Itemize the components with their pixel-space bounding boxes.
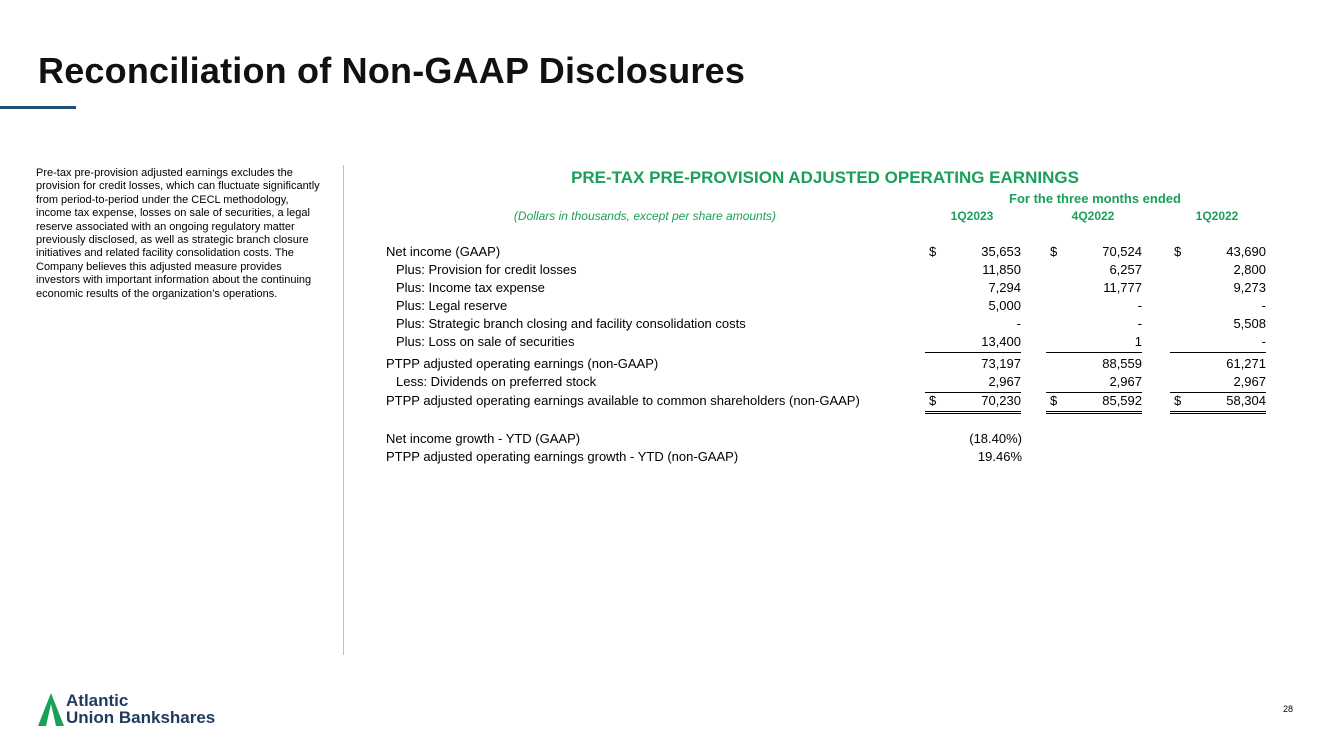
- value-4q2022: 6,257: [1109, 262, 1142, 277]
- table-title: PRE-TAX PRE-PROVISION ADJUSTED OPERATING EARNINGS: [571, 168, 1079, 187]
- page-number: 28: [1282, 704, 1293, 714]
- table-row-ptpp-common: [0, 393, 1333, 411]
- logo-line-2: Union Bankshares: [66, 708, 216, 727]
- value-1q2023: 73,197: [981, 356, 1021, 371]
- value-1q2023: 2,967: [988, 374, 1021, 389]
- currency-symbol: $: [1050, 244, 1058, 259]
- row-label: Plus: Legal reserve: [396, 298, 508, 313]
- row-label: Plus: Provision for credit losses: [396, 262, 577, 277]
- column-header-4q2022: 4Q2022: [1071, 209, 1115, 223]
- value-1q2023: (18.40%): [969, 431, 1022, 446]
- value-1q2023: 7,294: [988, 280, 1021, 295]
- units-note: (Dollars in thousands, except per share amounts): [513, 209, 777, 223]
- table-row-preferred-dividends: [0, 374, 1333, 392]
- row-label: Net income (GAAP): [386, 244, 501, 259]
- column-header-1q2023: 1Q2023: [950, 209, 994, 223]
- value-1q2022: 58,304: [1226, 393, 1266, 408]
- value-1q2023: 5,000: [988, 298, 1021, 313]
- table-row-ptpp-earnings: [0, 356, 1333, 374]
- logo-line-1: Atlantic: [66, 691, 129, 710]
- currency-symbol: $: [1174, 244, 1182, 259]
- company-logo: [38, 692, 268, 732]
- row-label: Plus: Income tax expense: [396, 280, 545, 295]
- row-label: Less: Dividends on preferred stock: [396, 374, 597, 389]
- row-label: Plus: Strategic branch closing and facility consolidation costs: [396, 316, 746, 331]
- value-4q2022: 2,967: [1109, 374, 1142, 389]
- value-4q2022: -: [1137, 298, 1142, 313]
- table-row-net-income-growth: [0, 431, 1333, 449]
- triangle-leaf-logo-icon: [38, 692, 66, 728]
- value-4q2022: 1: [1134, 334, 1142, 349]
- column-header-1q2022: 1Q2022: [1195, 209, 1239, 223]
- table-row-ptpp-growth: [0, 449, 1333, 467]
- row-label: PTPP adjusted operating earnings available to common shareholders (non-GAAP): [386, 393, 860, 408]
- value-1q2022: 9,273: [1233, 280, 1266, 295]
- currency-symbol: $: [929, 393, 937, 408]
- currency-symbol: $: [1050, 393, 1058, 408]
- value-1q2023: -: [1016, 316, 1021, 331]
- period-header: For the three months ended: [1009, 191, 1181, 206]
- value-1q2022: 2,967: [1233, 374, 1266, 389]
- value-1q2022: 61,271: [1226, 356, 1266, 371]
- value-1q2022: -: [1261, 298, 1266, 313]
- title-underline: [0, 106, 76, 109]
- value-1q2022: -: [1261, 334, 1266, 349]
- value-4q2022: 88,559: [1102, 356, 1142, 371]
- value-4q2022: -: [1137, 316, 1142, 331]
- value-1q2023: 11,850: [982, 262, 1021, 277]
- value-1q2022: 2,800: [1233, 262, 1266, 277]
- value-1q2023: 13,400: [981, 334, 1021, 349]
- value-4q2022: 85,592: [1102, 393, 1142, 408]
- value-1q2022: 5,508: [1233, 316, 1266, 331]
- value-1q2023: 35,653: [981, 244, 1021, 259]
- value-4q2022: 70,524: [1102, 244, 1142, 259]
- currency-symbol: $: [1174, 393, 1182, 408]
- value-4q2022: 11,777: [1103, 280, 1142, 295]
- sidebar-description: Pre-tax pre-provision adjusted earnings excludes the provision for credit losses, which can fluctuate significantly from period-to-period under the CECL methodology, income tax expense, losses on sale of securities, a legal reserve associated with an ongoing regulatory matter previously disclosed, as well as strategic branch closure initiatives and related facility consolidation costs. The Company believes this adjusted measure provides investors with important information about the continuing economic results of the organization’s operations.: [36, 167, 320, 300]
- table-row-net-income: [0, 244, 1333, 262]
- table-row-provision: [0, 262, 1333, 280]
- table-row-branch-closing: [0, 316, 1333, 334]
- value-1q2023: 19.46%: [977, 449, 1022, 464]
- value-1q2022: 43,690: [1226, 244, 1266, 259]
- logo-wordmark: [66, 692, 215, 726]
- row-label: Plus: Loss on sale of securities: [396, 334, 575, 349]
- table-row-legal-reserve: [0, 298, 1333, 316]
- value-1q2023: 70,230: [981, 393, 1021, 408]
- row-label: PTPP adjusted operating earnings growth - YTD (non-GAAP): [386, 449, 739, 464]
- row-label: PTPP adjusted operating earnings (non-GAAP): [386, 356, 659, 371]
- page-title: Reconciliation of Non-GAAP Disclosures: [38, 50, 746, 91]
- table-row-income-tax: [0, 280, 1333, 298]
- table-row-securities-loss: [0, 334, 1333, 352]
- row-label: Net income growth - YTD (GAAP): [386, 431, 581, 446]
- currency-symbol: $: [929, 244, 937, 259]
